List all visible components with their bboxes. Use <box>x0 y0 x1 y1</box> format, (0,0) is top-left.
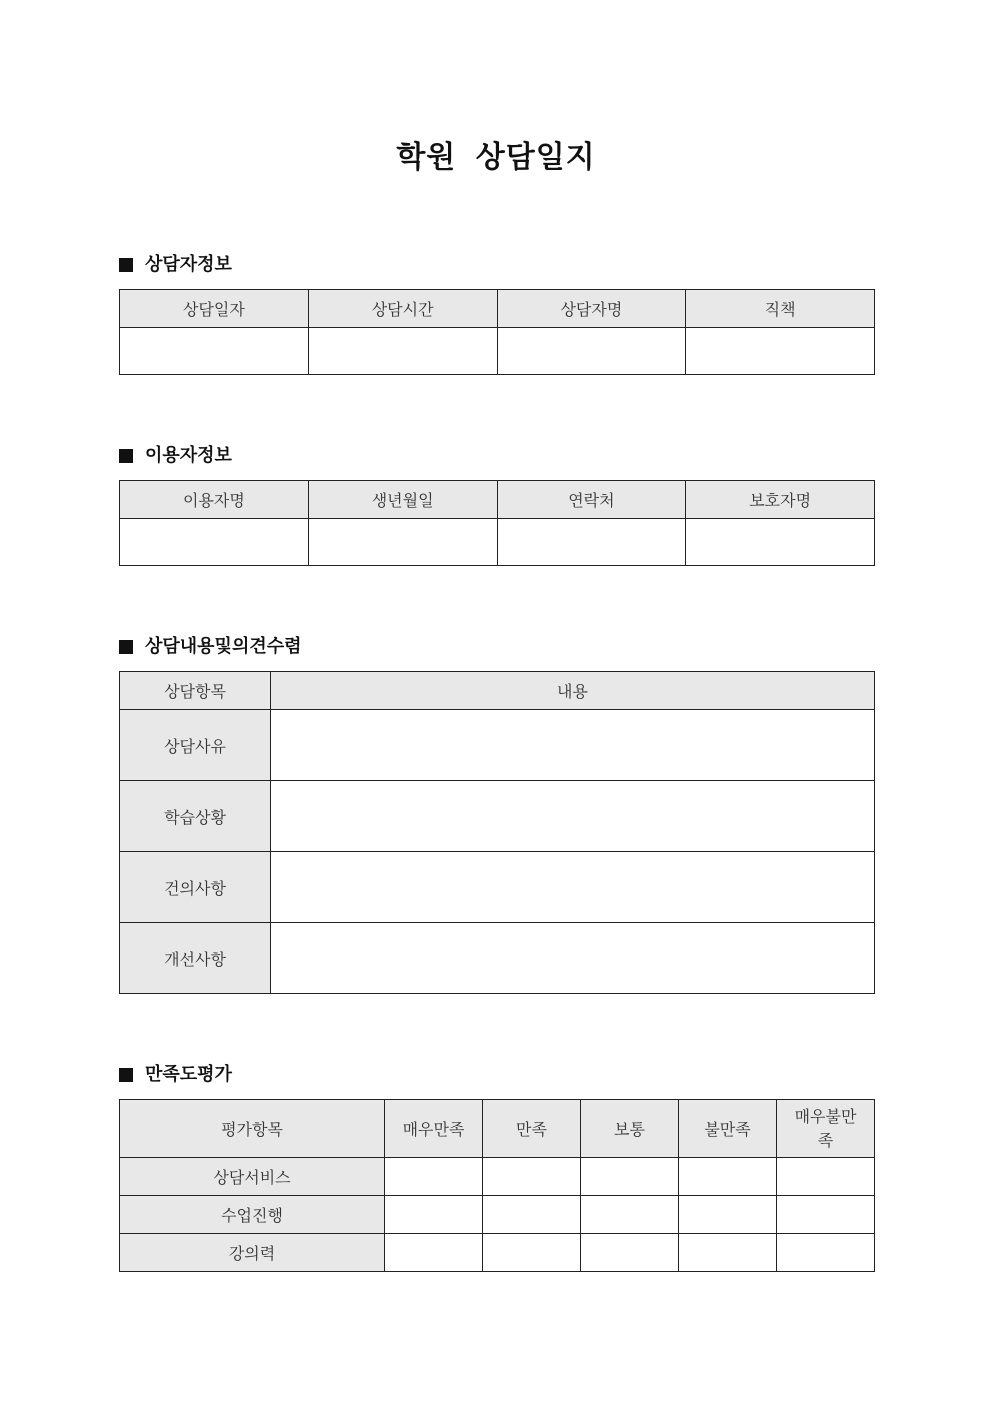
rating-cell[interactable] <box>777 1234 875 1272</box>
section-heading <box>119 251 875 279</box>
header-cell-contact: 연락처 <box>497 481 686 519</box>
rating-cell[interactable] <box>385 1158 483 1196</box>
section-heading <box>119 1061 875 1089</box>
input-cell-counselor-name[interactable] <box>497 328 686 375</box>
rating-cell[interactable] <box>679 1196 777 1234</box>
section-heading-label: 이용자정보 <box>145 445 232 466</box>
satisfaction-table <box>119 1099 875 1272</box>
rating-cell[interactable] <box>483 1234 581 1272</box>
input-cell-learning-status[interactable] <box>271 781 875 852</box>
square-bullet-icon <box>119 449 133 463</box>
row-label-counsel-reason: 상담사유 <box>120 710 271 781</box>
section-heading-label: 만족도평가 <box>145 1064 232 1085</box>
rating-cell[interactable] <box>483 1158 581 1196</box>
header-cell-position: 직책 <box>686 290 875 328</box>
header-cell-counsel-date: 상담일자 <box>120 290 309 328</box>
rating-cell[interactable] <box>483 1196 581 1234</box>
section-heading <box>119 633 875 661</box>
rating-cell[interactable] <box>581 1234 679 1272</box>
user-info-section <box>119 442 875 566</box>
header-cell-user-name: 이용자명 <box>120 481 309 519</box>
input-cell-counsel-date[interactable] <box>120 328 309 375</box>
row-label-class-progress: 수업진행 <box>120 1196 385 1234</box>
row-label-suggestions: 건의사항 <box>120 852 271 923</box>
input-cell-counsel-time[interactable] <box>308 328 497 375</box>
header-cell-eval-item: 평가항목 <box>120 1100 385 1158</box>
square-bullet-icon <box>119 1068 133 1082</box>
document-title: 학원 상담일지 <box>396 140 596 175</box>
header-cell-birthdate: 생년월일 <box>308 481 497 519</box>
header-cell-counselor-name: 상담자명 <box>497 290 686 328</box>
rating-cell[interactable] <box>679 1234 777 1272</box>
header-cell-very-dissatisfied: 매우불만족 <box>777 1100 875 1158</box>
rating-cell[interactable] <box>777 1158 875 1196</box>
rating-cell[interactable] <box>679 1158 777 1196</box>
user-info-table <box>119 480 875 566</box>
header-cell-neutral: 보통 <box>581 1100 679 1158</box>
square-bullet-icon <box>119 640 133 654</box>
input-cell-user-name[interactable] <box>120 519 309 566</box>
header-cell-content: 내용 <box>271 672 875 710</box>
section-heading-label: 상담내용및의견수렴 <box>145 636 302 657</box>
counselor-info-section <box>119 251 875 375</box>
header-cell-satisfied: 만족 <box>483 1100 581 1158</box>
rating-cell[interactable] <box>581 1196 679 1234</box>
rating-cell[interactable] <box>777 1196 875 1234</box>
header-cell-very-satisfied: 매우만족 <box>385 1100 483 1158</box>
counselor-info-table <box>119 289 875 375</box>
input-cell-contact[interactable] <box>497 519 686 566</box>
row-label-counsel-service: 상담서비스 <box>120 1158 385 1196</box>
counsel-content-table <box>119 671 875 994</box>
header-cell-counsel-item: 상담항목 <box>120 672 271 710</box>
header-cell-dissatisfied: 불만족 <box>679 1100 777 1158</box>
section-heading-label: 상담자정보 <box>145 254 232 275</box>
input-cell-guardian-name[interactable] <box>686 519 875 566</box>
input-cell-counsel-reason[interactable] <box>271 710 875 781</box>
row-label-learning-status: 학습상황 <box>120 781 271 852</box>
header-cell-counsel-time: 상담시간 <box>308 290 497 328</box>
row-label-improvements: 개선사항 <box>120 923 271 994</box>
section-heading <box>119 442 875 470</box>
input-cell-suggestions[interactable] <box>271 852 875 923</box>
input-cell-improvements[interactable] <box>271 923 875 994</box>
rating-cell[interactable] <box>581 1158 679 1196</box>
input-cell-birthdate[interactable] <box>308 519 497 566</box>
satisfaction-section <box>119 1061 875 1272</box>
header-cell-guardian-name: 보호자명 <box>686 481 875 519</box>
square-bullet-icon <box>119 258 133 272</box>
counsel-content-section <box>119 633 875 994</box>
rating-cell[interactable] <box>385 1196 483 1234</box>
rating-cell[interactable] <box>385 1234 483 1272</box>
row-label-lecture-skill: 강의력 <box>120 1234 385 1272</box>
input-cell-position[interactable] <box>686 328 875 375</box>
